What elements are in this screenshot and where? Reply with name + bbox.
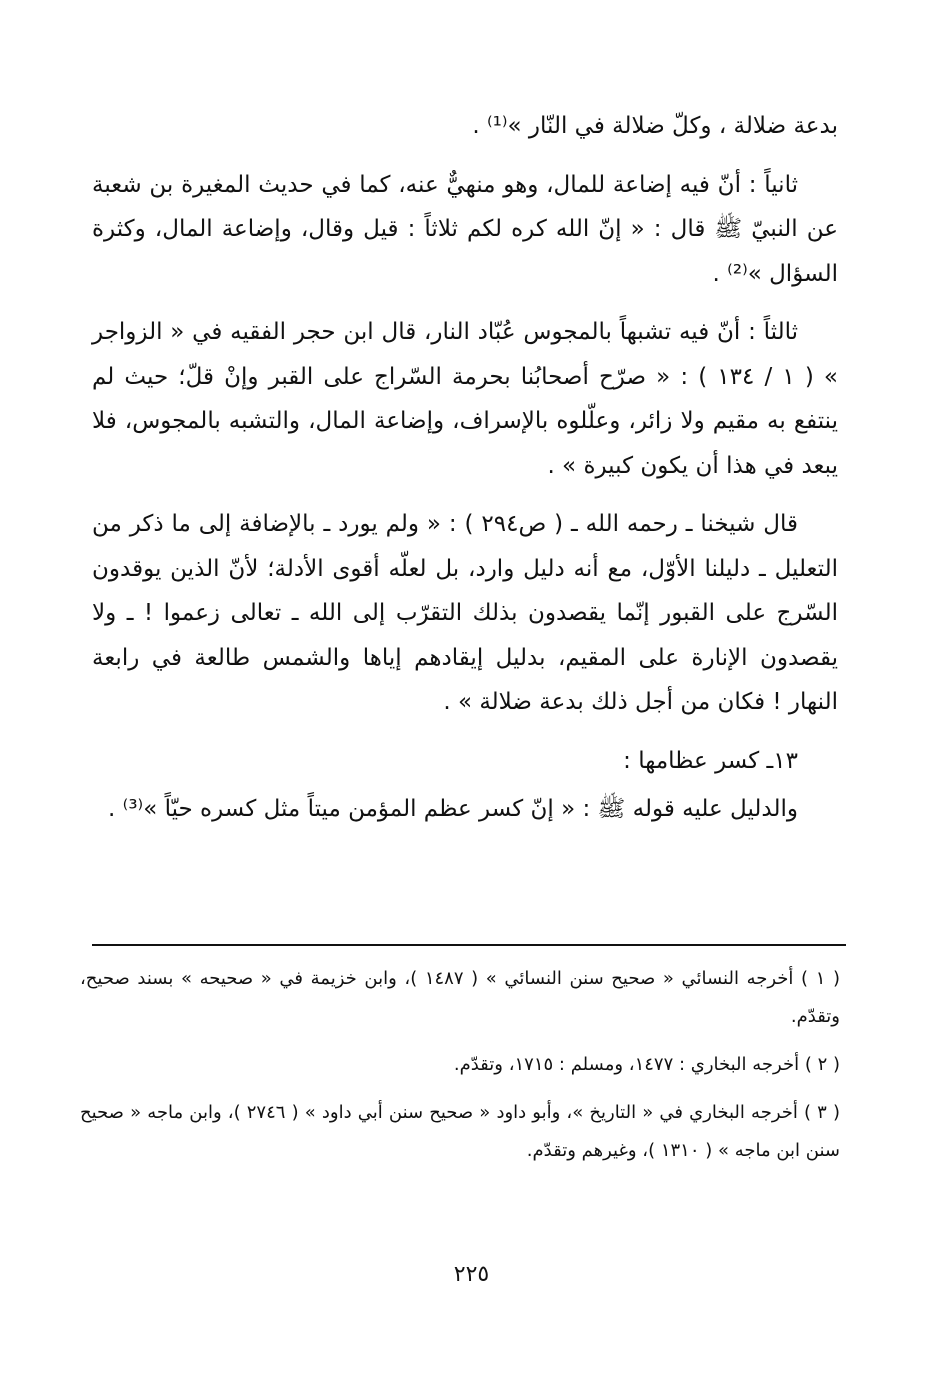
footnotes [80, 960, 840, 1180]
body-text [92, 104, 838, 846]
paragraph-evidence: والدليل عليه قوله ﷺ : « إنّ كسر عظم المؤمن ميتاً مثل كسره حيّاً »⁽³⁾ . [108, 796, 798, 822]
footnote-2: ( ٢ ) أخرجه البخاري : ١٤٧٧، ومسلم : ١٧١٥، وتقدّم. [453, 1054, 840, 1075]
section-heading: ١٣ـ كسر عظامها : [623, 747, 798, 774]
paragraph-continuation: بدعة ضلالة ، وكلّ ضلالة في النّار »⁽¹⁾ . [472, 113, 838, 139]
paragraph-second-point: ثانياً : أنّ فيه إضاعة للمال، وهو منهيٌّ عنه، كما في حديث المغيرة بن شعبة عن النبيّ ﷺ قال : « إنّ الله كره لكم ثلاثاً : قيل وقال، وإضاعة المال، وكثرة السؤال »⁽²⁾ . [92, 171, 838, 287]
paragraph-third-point: ثالثاً : أنّ فيه تشبهاً بالمجوس عُبّاد النار، قال ابن حجر الفقيه في « الزواجر » ( ١ / ١٣٤ ) : « صرّح أصحابُنا بحرمة السّراج على القبر وإنْ قلّ؛ حيث لم ينتفع به مقيم ولا زائر، وعلّلوه بالإسراف، وإضاعة المال، والتشبه بالمجوس، فلا يبعد في هذا أن يكون كبيرة » . [92, 319, 838, 479]
page-number: ٢٢٥ [453, 1262, 490, 1287]
footnote-divider [92, 944, 846, 946]
footnote-3: ( ٣ ) أخرجه البخاري في « التاريخ »، وأبو داود « صحيح سنن أبي داود » ( ٢٧٤٦ )، وابن ماجه « صحيح سنن ابن ماجه » ( ١٣١٠ )، وغيرهم وتقدّم. [80, 1102, 840, 1161]
paragraph-sheikh-quote: قال شيخنا ـ رحمه الله ـ ( ص٢٩٤ ) : « ولم يورد ـ بالإضافة إلى ما ذكر من التعليل ـ دليلنا الأوّل، مع أنه دليل وارد، بل لعلّه أقوى الأدلة؛ لأنّ الذين يوقدون السّرج على القبور إنّما يقصدون بذلك التقرّب إلى الله ـ تعالى زعموا ! ـ ولا يقصدون الإنارة على المقيم، بدليل إيقادهم إياها والشمس طالعة في رابعة النهار ! فكان من أجل ذلك بدعة ضلالة » . [92, 511, 838, 715]
footnote-1: ( ١ ) أخرجه النسائي « صحيح سنن النسائي » ( ١٤٨٧ )، وابن خزيمة في « صحيحه » بسند صحيح، وتقدّم. [80, 968, 840, 1027]
